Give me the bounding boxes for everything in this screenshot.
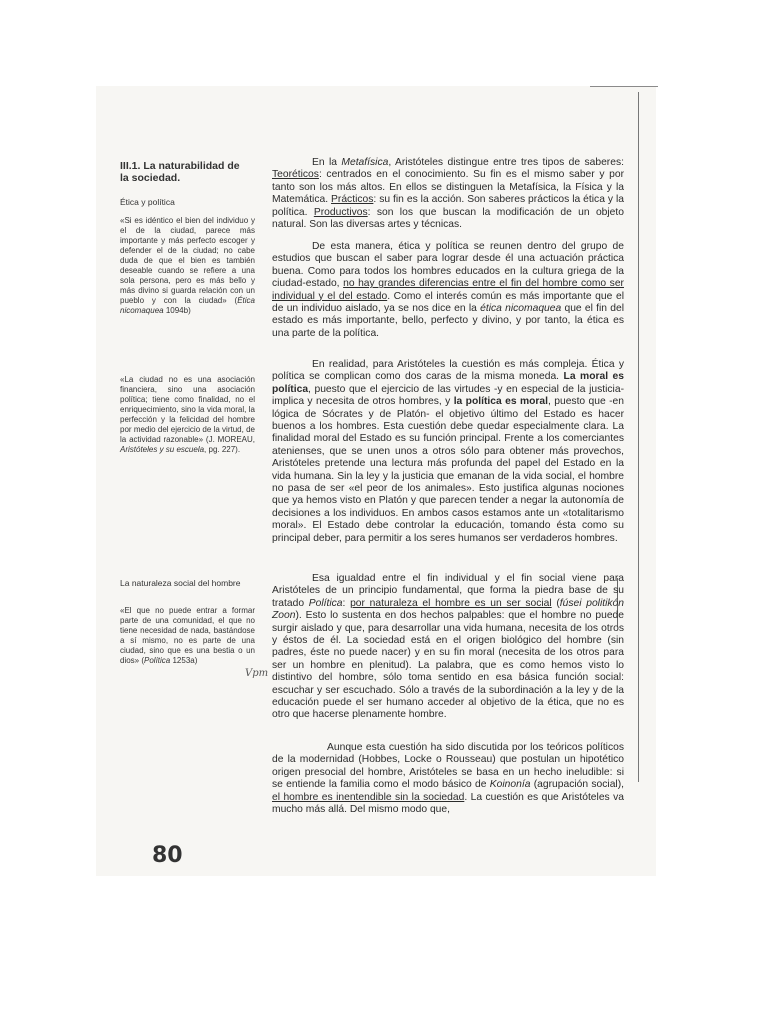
sidebar-subtitle-ethics: Ética y política	[120, 197, 175, 207]
paragraph-1: En la Metafísica, Aristóteles distingue entre tres tipos de saberes: Teoréticos: centrados en el conocimiento. Su fin es el mismo saber y por tanto son los más altos. En ellos se distinguen la Metafísica, la Física y la Matemática. Prácticos: su fin es la acción. Son saberes prácticos la ética y la política. Productivos: son los que buscan la modificación de un objeto natural. Son las diversas artes y técnicas.	[272, 157, 624, 231]
quote-2-text: «La ciudad no es una asociación financiera, sino una asociación política; tiene como finalidad, no el enriquecimiento, sino la vida moral, la perfección y la felicidad del hombre por medio del ejercicio de la virtud, de la actividad razonable» (J. MOREAU,	[120, 375, 255, 444]
quote-1-source: Ética nicomaquea	[120, 296, 256, 315]
page-number: 80	[152, 843, 183, 868]
right-margin-rule	[638, 92, 639, 782]
handwritten-margin-mark: Vpm	[245, 668, 269, 679]
sidebar-quote-1: «Si es idéntico el bien del individuo y el de la ciudad, parece más importante y más perfecto escoger y defender el de la ciudad; no cabe duda de que el bien es también deseable cuando se refiere a una sola persona, pero es más bello y más divino si guarda relación con un pueblo y con la ciudad» (Ética nicomaquea 1094b)	[120, 216, 256, 315]
quote-3-ref: 1253a)	[172, 656, 198, 665]
paragraph-2: De esta manera, ética y política se reunen dentro del grupo de estudios que buscan el saber para lograr desde él una actuación práctica buena. Como para todos los hombres educados en la cultura griega de la ciudad-estado, no hay grandes diferencias entre el fin del hombre como ser individual y el del estado. Como el interés común es más importante que el de un individuo aislado, ya se nos dice en la ética nicomaquea que el fin del estado es más importante, bello, perfecto y divino, y por tanto, la ética es una parte de la política.	[272, 241, 624, 339]
top-edge-line	[590, 86, 658, 87]
paragraph-5: Aunque esta cuestión ha sido discutida por los teóricos políticos de la modernidad (Hobbes, Locke o Rousseau) que postulan un hipotético origen presocial del hombre, Aristóteles se basa en un hecho ineludible: si se entiende la familia como el modo básico de Koinonía (agrupación social), el hombre es inentendible sin la sociedad. La cuestión es que Aristóteles va mucho más allá. Del mismo modo que,	[272, 742, 625, 816]
quote-3-source: Política	[144, 656, 171, 665]
sidebar-subtitle-social: La naturaleza social del hombre	[120, 578, 241, 588]
quote-2-ref: , pg. 227).	[204, 445, 241, 454]
paragraph-3: En realidad, para Aristóteles la cuestión es más compleja. Ética y política se complican como dos caras de la misma moneda. La moral es política, puesto que el ejercicio de las virtudes -y en especial de la justicia- implica y necesita de otros hombres, y la política es moral, puesto que -en lógica de Sócrates y de Platón- el objetivo último del Estado es hacer buenos a los hombres. Esta cuestión debe quedar especialmente clara. La finalidad moral del Estado es su función principal. Frente a los comerciantes atenienses, que se unen unos a otros sólo para obtener más provechos, Aristóteles pretende una lectura más profunda del papel del Estado en la vida humana. Sin la ley y la justicia que emanan de la vida social, el hombre no pasa de ser «el peor de los animales». Esto justifica algunas nociones que ya hemos visto en Platón y que parecen tender a negar la autonomía de decisiones a los individuos. En ambos casos estamos ante un «totalitarismo moral». El Estado debe controlar la educación, tomando ésta como su principal deber, para permitir a los seres humanos ser verdaderos hombres.	[272, 359, 625, 544]
quote-1-text: «Si es idéntico el bien del individuo y el de la ciudad, parece más importante y más perfecto escoger y defender el de la ciudad; no cabe duda de que el bien es también deseable cuando se refiere a una sola persona, pero es más bello y más divino si guarda relación con un pueblo y con la ciudad»	[120, 216, 255, 305]
paragraph-4: Esa igualdad entre el fin individual y el fin social viene para Aristóteles de un principio fundamental, que forma la piedra base de su tratado Política: por naturaleza el hombre es un ser social (fúsei politikón Zoon). Esto lo sustenta en dos hechos palpables: que el hombre no puede surgir aislado y que, para desarrollar una vida humana, necesita de los otros y éstos de él. La sociedad está en el origen biológico del hombre (sin padres, éste no puede nacer) y en su fin moral (necesita de los otros para ser un hombre en plenitud). La palabra, que es como hemos visto lo distintivo del hombre, sólo toma sentido en esa básica función social: escuchar y ser escuchado. Sólo a través de la subordinación a la ley y de la educación puede el ser humano acceder al objetivo de la ética, que no es otro que hacerse plenamente hombre.	[272, 573, 625, 721]
quote-1-ref: 1094b)	[165, 306, 191, 315]
sidebar-quote-2	[120, 375, 255, 455]
section-title: III.1. La naturabilidad de la sociedad.	[120, 160, 240, 184]
quote-3-text: «El que no puede entrar a formar parte de una comunidad, el que no tiene necesidad de nada, bastándose a sí mismo, no es parte de una ciudad, sino que es una bestia o un dios»	[120, 606, 255, 665]
sidebar-quote-3: «El que no puede entrar a formar parte de una comunidad, el que no tiene necesidad de nada, bastándose a sí mismo, no es parte de una ciudad, sino que es una bestia o un dios» (Política 1253a)	[120, 606, 255, 665]
quote-2-source: Aristóteles y su escuela	[120, 445, 205, 454]
